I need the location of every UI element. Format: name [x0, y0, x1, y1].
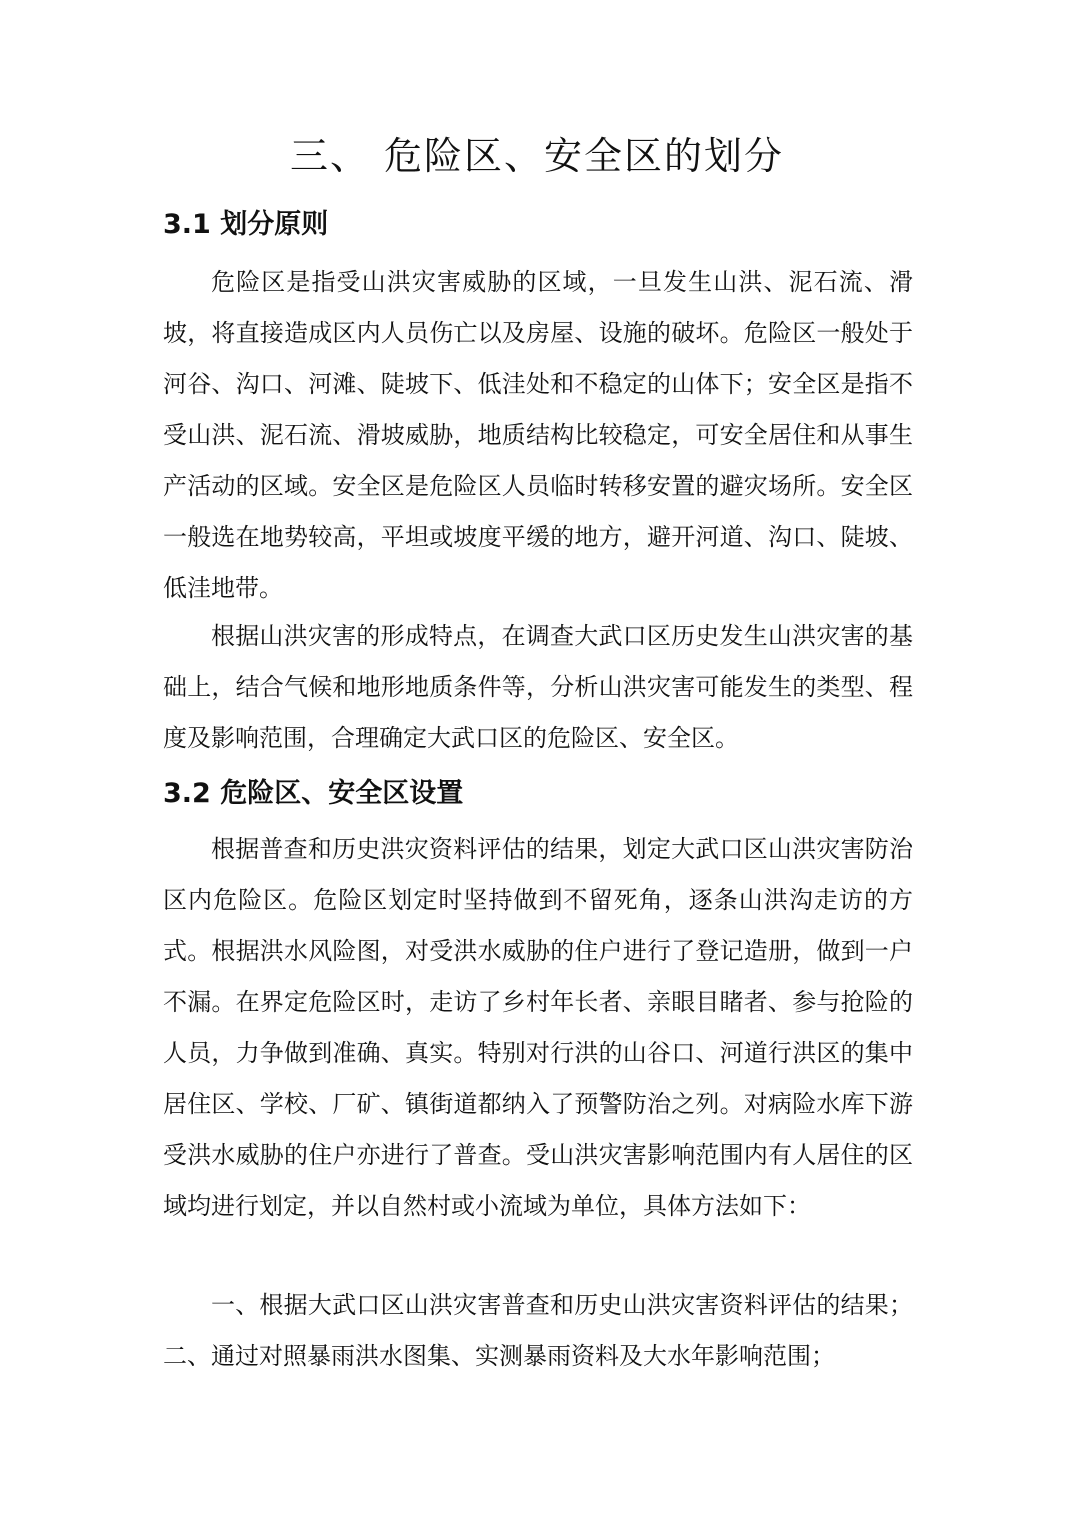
paragraph: 根据普查和历史洪灾资料评估的结果，划定大武口区山洪灾害防治区内危险区。危险区划定时坚持做到不留死角，逐条山洪沟走访的方式。根据洪水风险图，对受洪水威胁的住户进行了登记造册，做到一户不漏。在界定危险区时，走访了乡村年长者、亲眼目睹者、参与抢险的人员，力争做到准确、真实。特别对行洪的山谷口、河道行洪区的集中居住区、学校、厂矿、镇街道都纳入了预警防治之列。对病险水库下游受洪水威胁的住户亦进行了普查。受山洪灾害影响范围内有人居住的区域均进行划定，并以自然村或小流域为单位，具体方法如下： — [163, 835, 913, 1220]
section-heading-3-1: 3.1 划分原则 — [163, 209, 329, 240]
paragraph: 危险区是指受山洪灾害威胁的区域，一旦发生山洪、泥石流、滑坡，将直接造成区内人员伤亡以及房屋、设施的破坏。危险区一般处于河谷、沟口、河滩、陡坡下、低洼处和不稳定的山体下；安全区是指不受山洪、泥石流、滑坡威胁，地质结构比较稳定，可安全居住和从事生产活动的区域。安全区是危险区人员临时转移安置的避灾场所。安全区一般选在地势较高，平坦或坡度平缓的地方，避开河道、沟口、陡坡、低洼地带。 — [163, 268, 913, 602]
section-heading-3-2: 3.2 危险区、安全区设置 — [163, 778, 464, 809]
paragraph: 根据山洪灾害的形成特点，在调查大武口区历史发生山洪灾害的基础上，结合气候和地形地质条件等，分析山洪灾害可能发生的类型、程度及影响范围，合理确定大武口区的危险区、安全区。 — [163, 622, 913, 752]
page-title: 三、 危险区、安全区的划分 — [289, 134, 785, 178]
paragraph: 一、根据大武口区山洪灾害普查和历史山洪灾害资料评估的结果；二、通过对照暴雨洪水图集、实测暴雨资料及大水年影响范围； — [163, 1291, 913, 1370]
